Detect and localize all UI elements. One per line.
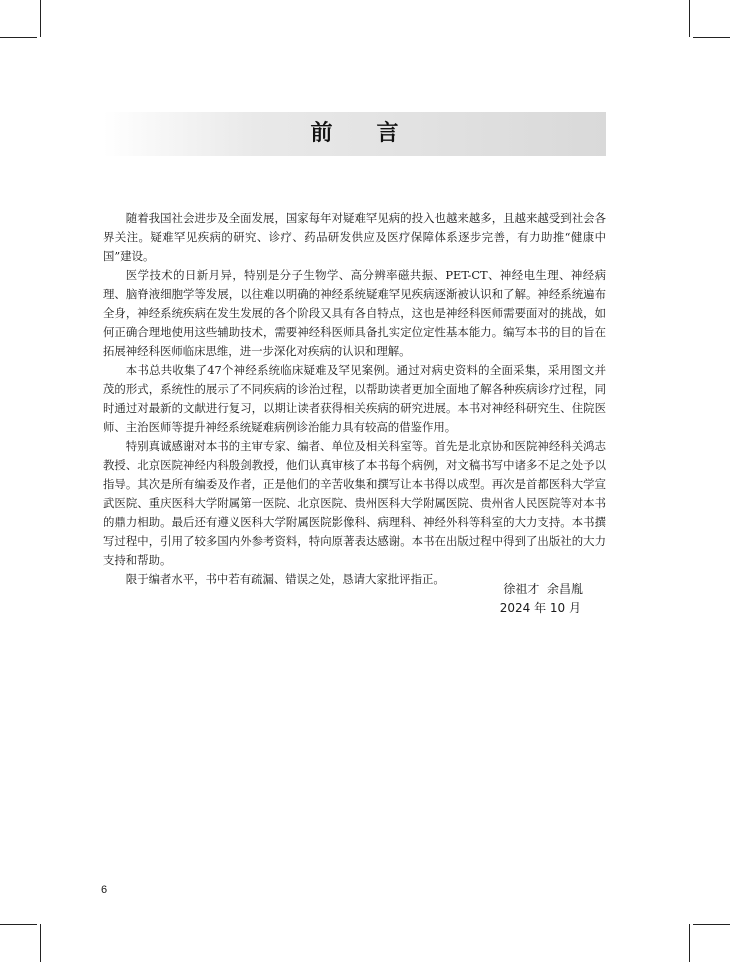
preface-body (103, 209, 606, 589)
signature-date: 2024 年 10 月 (499, 601, 581, 615)
paragraph: 本书总共收集了47个神经系统临床疑难及罕见案例。通过对病史资料的全面采集，采用图文并茂的形式，系统性的展示了不同疾病的诊治过程，以帮助读者更加全面地了解各种疾病诊疗过程，同时通过对最新的文献进行复习，以期让读者获得相关疾病的研究进展。本书对神经科研究生、住院医师、主治医师等提升神经系统疑难病例诊治能力具有较高的借鉴作用。 (103, 363, 606, 434)
signature-block (103, 580, 583, 618)
page-number: 6 (101, 884, 108, 896)
paragraph: 特别真诚感谢对本书的主审专家、编者、单位及相关科室等。首先是北京协和医院神经科关鸿志教授、北京医院神经内科殷剑教授，他们认真审核了本书每个病例，对文稿书写中诸多不足之处予以指导。其次是所有编委及作者，正是他们的辛苦收集和撰写让本书得以成型。再次是首都医科大学宣武医院、重庆医科大学附属第一医院、北京医院、贵州医科大学附属医院、贵州省人民医院等对本书的鼎力相助。最后还有遵义医科大学附属医院影像科、病理科、神经外科等科室的大力支持。本书撰写过程中，引用了较多国内外参考资料，特向原著表达感谢。本书在出版过程中得到了出版社的大力支持和帮助。 (103, 439, 606, 567)
paragraph: 医学技术的日新月异，特别是分子生物学、高分辨率磁共振、PET-CT、神经电生理、神经病理、脑脊液细胞学等发展，以往难以明确的神经系统疑难罕见疾病逐渐被认识和了解。神经系统遍布全身，神经系统疾病在发生发展的各个阶段又具有各自特点，这也是神经科医师需要面对的挑战，如何正确合理地使用这些辅助技术，需要神经科医师具备扎实定位定性基本能力。编写本书的目的旨在拓展神经科医师临床思维，进一步深化对疾病的认识和理解。 (103, 268, 606, 358)
paragraph: 随着我国社会进步及全面发展，国家每年对疑难罕见病的投入也越来越多，且越来越受到社会各界关注。疑难罕见疾病的研究、诊疗、药品研发供应及医疗保障体系逐步完善，有力助推“健康中国”建设。 (103, 211, 606, 263)
page-title: 前言 (310, 121, 443, 146)
paragraph: 限于编者水平，书中若有疏漏、错误之处，恳请大家批评指正。 (125, 572, 445, 586)
signature-authors: 徐祖才 余昌胤 (503, 582, 583, 596)
